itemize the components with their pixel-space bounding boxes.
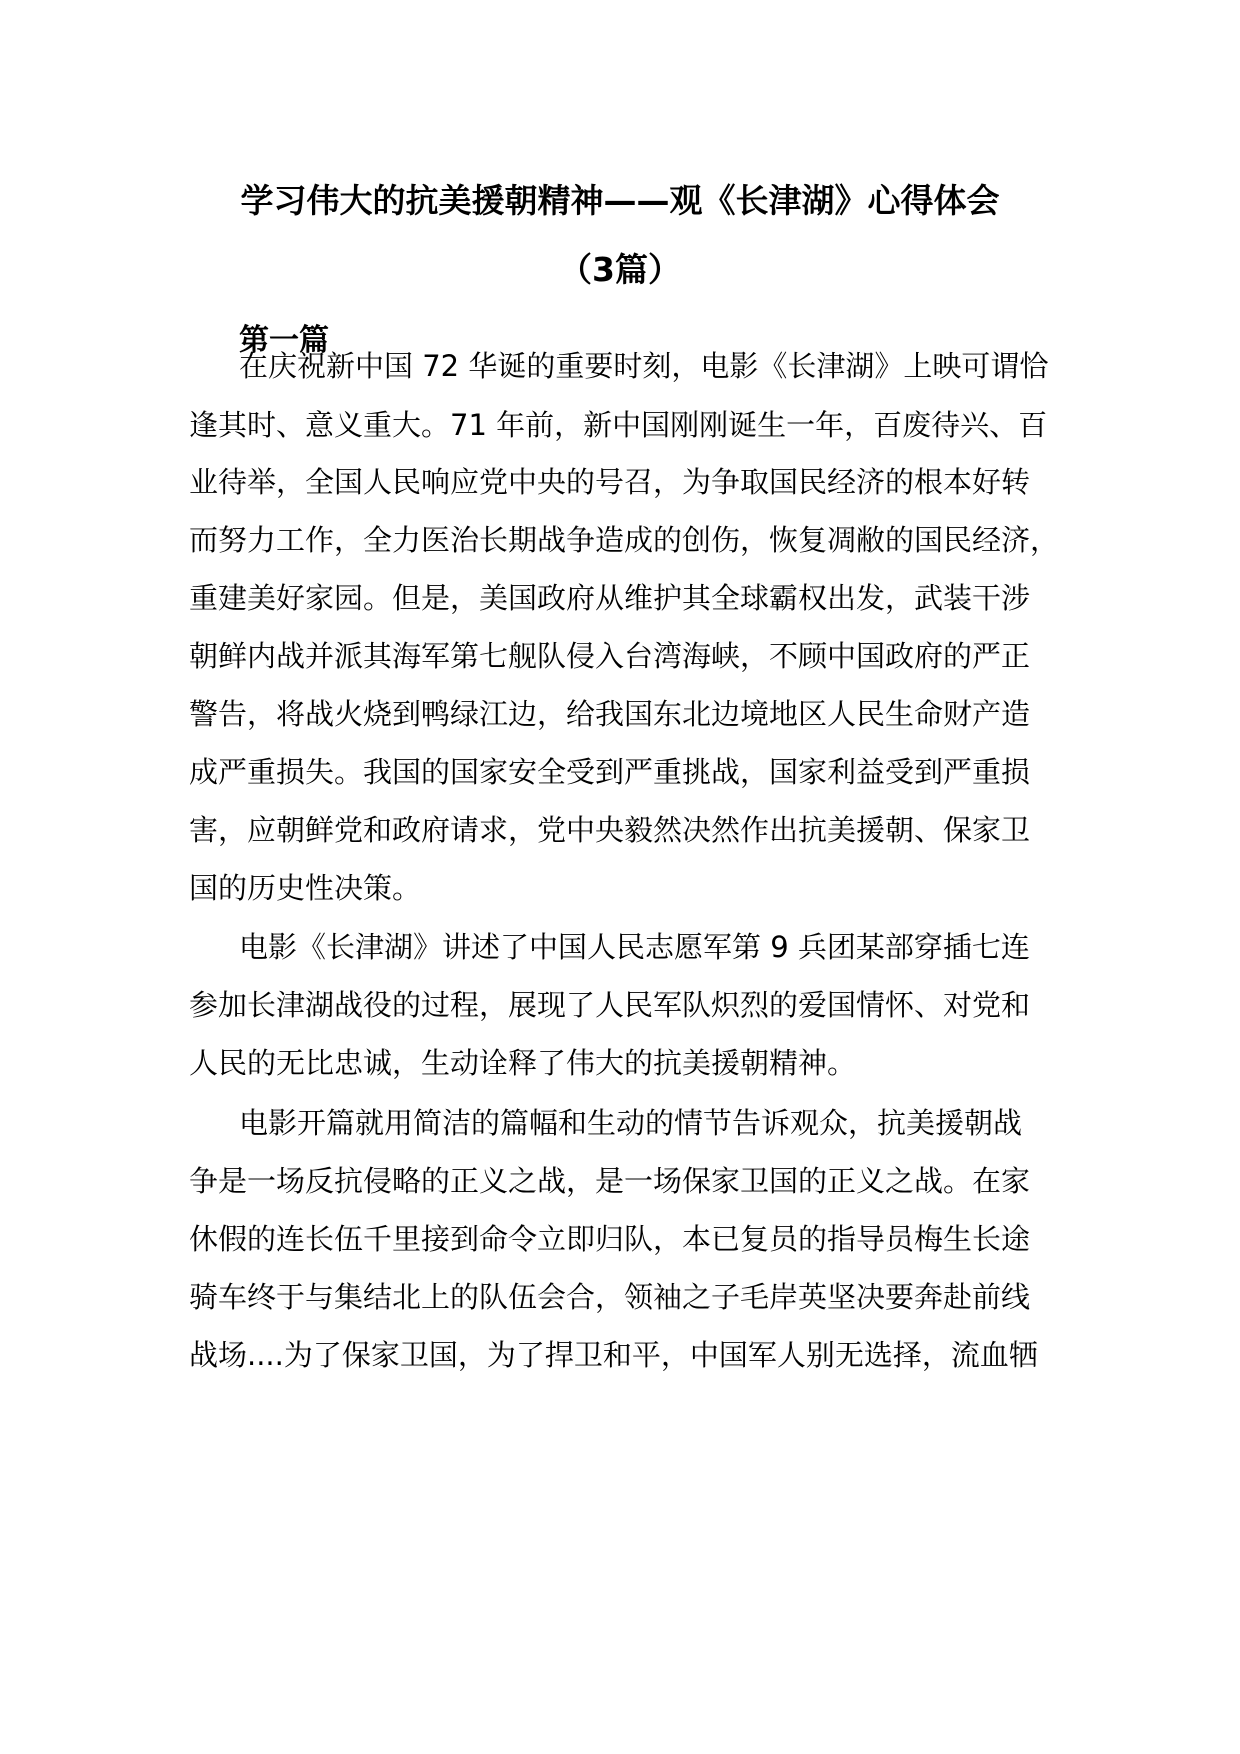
paragraph-line: 朝鲜内战并派其海军第七舰队侵入台湾海峡，不顾中国政府的严正 [189, 639, 1031, 673]
paragraph-line: 而努力工作，全力医治长期战争造成的创伤，恢复凋敝的国民经济， [189, 523, 1060, 557]
paragraph-line: 人民的无比忠诚，生动诠释了伟大的抗美援朝精神。 [189, 1046, 857, 1080]
paragraph-line: 电影《长津湖》讲述了中国人民志愿军第 9 兵团某部穿插七连 [239, 930, 1030, 964]
paragraph-line: 骑车终于与集结北上的队伍会合，领袖之子毛岸英坚决要奔赴前线 [189, 1280, 1031, 1314]
paragraph-line: 国的历史性决策。 [189, 871, 422, 905]
paragraph-line: 参加长津湖战役的过程，展现了人民军队炽烈的爱国情怀、对党和 [189, 988, 1031, 1022]
document-title: 学习伟大的抗美援朝精神——观《长津湖》心得体会 [240, 181, 1000, 220]
paragraph-line: 逢其时、意义重大。71 年前，新中国刚刚诞生一年，百废待兴、百 [189, 408, 1048, 442]
paragraph-line: 休假的连长伍千里接到命令立即归队，本已复员的指导员梅生长途 [189, 1222, 1031, 1256]
paragraph-line: 警告，将战火烧到鸭绿江边，给我国东北边境地区人民生命财产造 [189, 697, 1031, 731]
paragraph-line: 害，应朝鲜党和政府请求，党中央毅然决然作出抗美援朝、保家卫 [189, 813, 1031, 847]
paragraph-line: 成严重损失。我国的国家安全受到严重挑战，国家利益受到严重损 [189, 755, 1031, 789]
section-heading: 第一篇 [239, 323, 329, 358]
document-title-count: （3篇） [559, 250, 681, 289]
paragraph-line: 在庆祝新中国 72 华诞的重要时刻，电影《长津湖》上映可谓恰 [239, 349, 1049, 383]
paragraph-line: 电影开篇就用简洁的篇幅和生动的情节告诉观众，抗美援朝战 [239, 1106, 1023, 1140]
paragraph-line: 业待举，全国人民响应党中央的号召，为争取国民经济的根本好转 [189, 465, 1031, 499]
paragraph-line: 战场....为了保家卫国，为了捍卫和平，中国军人别无选择，流血牺 [189, 1338, 1038, 1372]
paragraph-line: 重建美好家园。但是，美国政府从维护其全球霸权出发，武装干涉 [189, 581, 1031, 615]
paragraph-line: 争是一场反抗侵略的正义之战，是一场保家卫国的正义之战。在家 [189, 1164, 1031, 1198]
